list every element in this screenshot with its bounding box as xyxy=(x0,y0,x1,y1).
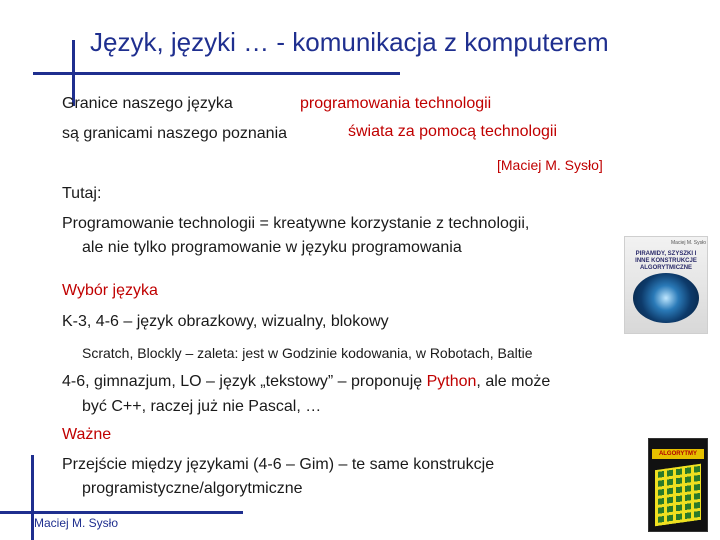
quote-line2-b: świata za pomocą technologii xyxy=(348,123,558,140)
book-cover-piramidy xyxy=(624,236,708,334)
slide-title: Język, języki … - komunikacja z komputerem xyxy=(90,27,609,57)
quote-line1-b: programowania technologii xyxy=(300,95,492,112)
python-highlight: Python xyxy=(426,373,477,390)
book-cover-algorytmy xyxy=(648,438,708,532)
definition-line2: ale nie tylko programowanie w języku programowania xyxy=(82,239,462,256)
przejscie-line2: programistyczne/algorytmiczne xyxy=(82,480,303,497)
gim-line1 xyxy=(62,373,550,391)
definition-line1: Programowanie technologii = kreatywne korzystanie z technologii, xyxy=(62,215,530,232)
gim-line1-b: , ale może xyxy=(476,373,551,390)
gim-line2: być C++, raczej już nie Pascal, … xyxy=(82,398,322,415)
przejscie-line1: Przejście między językami (4-6 – Gim) – te same konstrukcje xyxy=(62,456,495,473)
wazne-label: Ważne xyxy=(62,426,112,443)
quote-line2-a: są granicami naszego poznania xyxy=(62,125,288,142)
tutaj-label: Tutaj: xyxy=(62,185,102,202)
quote-line1-a: Granice naszego języka xyxy=(62,95,233,112)
book2-grid-image xyxy=(655,464,701,526)
book2-title: ALGORYTMY xyxy=(652,449,704,459)
gim-line1-a: 4-6, gimnazjum, LO – język „tekstowy” – proponuję xyxy=(62,373,423,390)
book1-author: Maciej M. Sysło xyxy=(671,240,707,246)
quote-author: [Maciej M. Sysło] xyxy=(497,157,603,173)
footer-author: Maciej M. Sysło xyxy=(34,516,119,530)
scratch-line: Scratch, Blockly – zaleta: jest w Godzinie kodowania, w Robotach, Baltie xyxy=(82,345,533,361)
decor-horizontal-line-top xyxy=(33,72,400,75)
wybor-jezyka-label: Wybór języka xyxy=(62,282,158,299)
k3-line: K-3, 4-6 – język obrazkowy, wizualny, blokowy xyxy=(62,313,389,330)
book1-spiral-image xyxy=(633,273,699,323)
book1-title: PIRAMIDY, SZYSZKI I INNE KONSTRUKCJE ALGORYTMICZNE xyxy=(635,251,697,271)
decor-horizontal-line-bottom xyxy=(0,511,243,514)
